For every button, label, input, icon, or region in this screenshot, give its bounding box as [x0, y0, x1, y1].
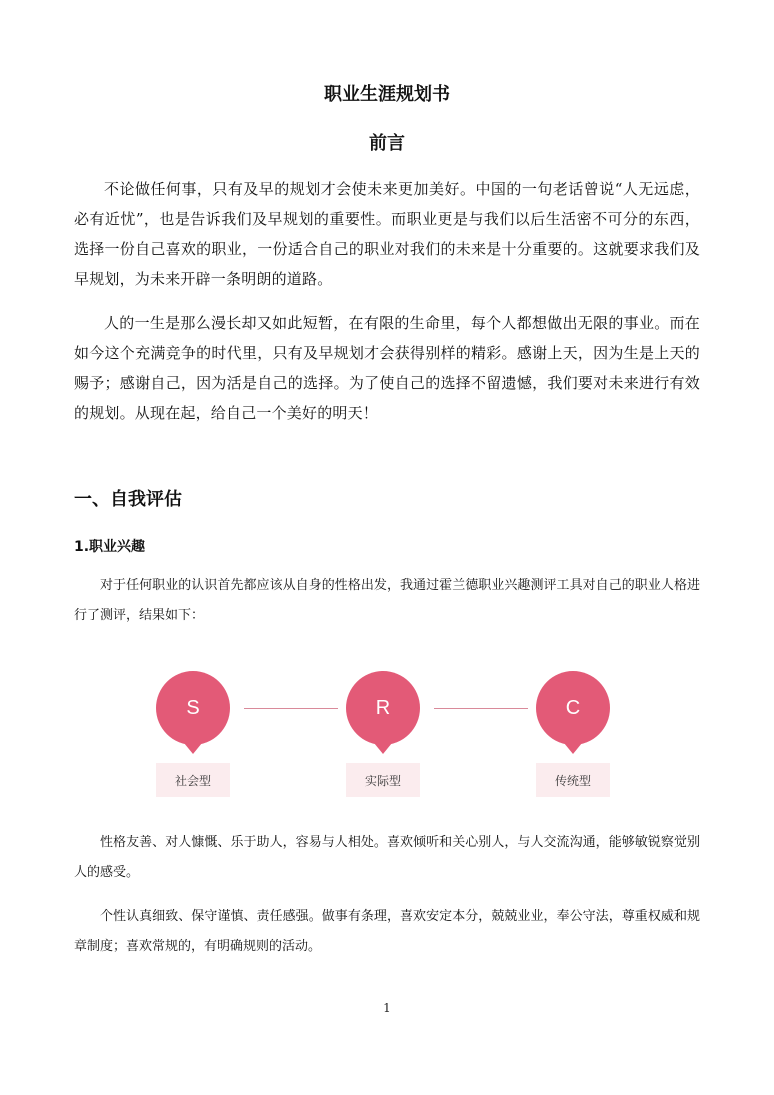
- preface-paragraph-2: 人的一生是那么漫长却又如此短暂，在有限的生命里，每个人都想做出无限的事业。而在如今这个充满竞争的时代里，只有及早规划才会获得别样的精彩。感谢上天，因为生是上天的赐予；感谢自己，因为活是自己的选择。为了使自己的选择不留遗憾，我们要对未来进行有效的规划。从现在起，给自己一个美好的明天！: [74, 314, 700, 422]
- connector-line: [244, 708, 338, 709]
- subsection-heading-career-interest: 1.职业兴趣: [74, 539, 146, 555]
- type-node-c: [536, 671, 610, 754]
- pointer-triangle: [374, 743, 392, 754]
- type-label-social: 社会型: [156, 763, 230, 797]
- connector-line: [434, 708, 528, 709]
- type-node-r: [346, 671, 420, 754]
- type-label-realistic: 实际型: [346, 763, 420, 797]
- pointer-triangle: [564, 743, 582, 754]
- career-interest-intro: 对于任何职业的认识首先都应该从自身的性格出发，我通过霍兰德职业兴趣测评工具对自己的职业人格进行了测评，结果如下：: [74, 578, 700, 623]
- document-title: 职业生涯规划书: [324, 84, 450, 105]
- page-number: 1: [383, 1001, 391, 1015]
- type-description-social: 性格友善、对人慷慨、乐于助人，容易与人相处。喜欢倾听和关心别人，与人交流沟通，能够敏锐察觉别人的感受。: [74, 835, 700, 880]
- pointer-triangle: [184, 743, 202, 754]
- type-node-s: [156, 671, 230, 754]
- section-heading-self-assessment: 一、自我评估: [74, 489, 182, 510]
- type-circle: C: [536, 671, 610, 745]
- holland-code-diagram: [150, 666, 620, 806]
- type-label-conventional: 传统型: [536, 763, 610, 797]
- preface-paragraph-1: 不论做任何事，只有及早的规划才会使未来更加美好。中国的一句老话曾说“人无远虑，必有近忧”，也是告诉我们及早规划的重要性。而职业更是与我们以后生活密不可分的东西，选择一份自己喜欢的职业，一份适合自己的职业对我们的未来是十分重要的。这就要求我们及早规划，为未来开辟一条明朗的道路。: [74, 180, 700, 288]
- preface-heading: 前言: [369, 133, 405, 154]
- type-circle: S: [156, 671, 230, 745]
- type-description-conventional: 个性认真细致、保守谨慎、责任感强。做事有条理，喜欢安定本分，兢兢业业，奉公守法，尊重权威和规章制度；喜欢常规的，有明确规则的活动。: [74, 909, 700, 954]
- type-circle: R: [346, 671, 420, 745]
